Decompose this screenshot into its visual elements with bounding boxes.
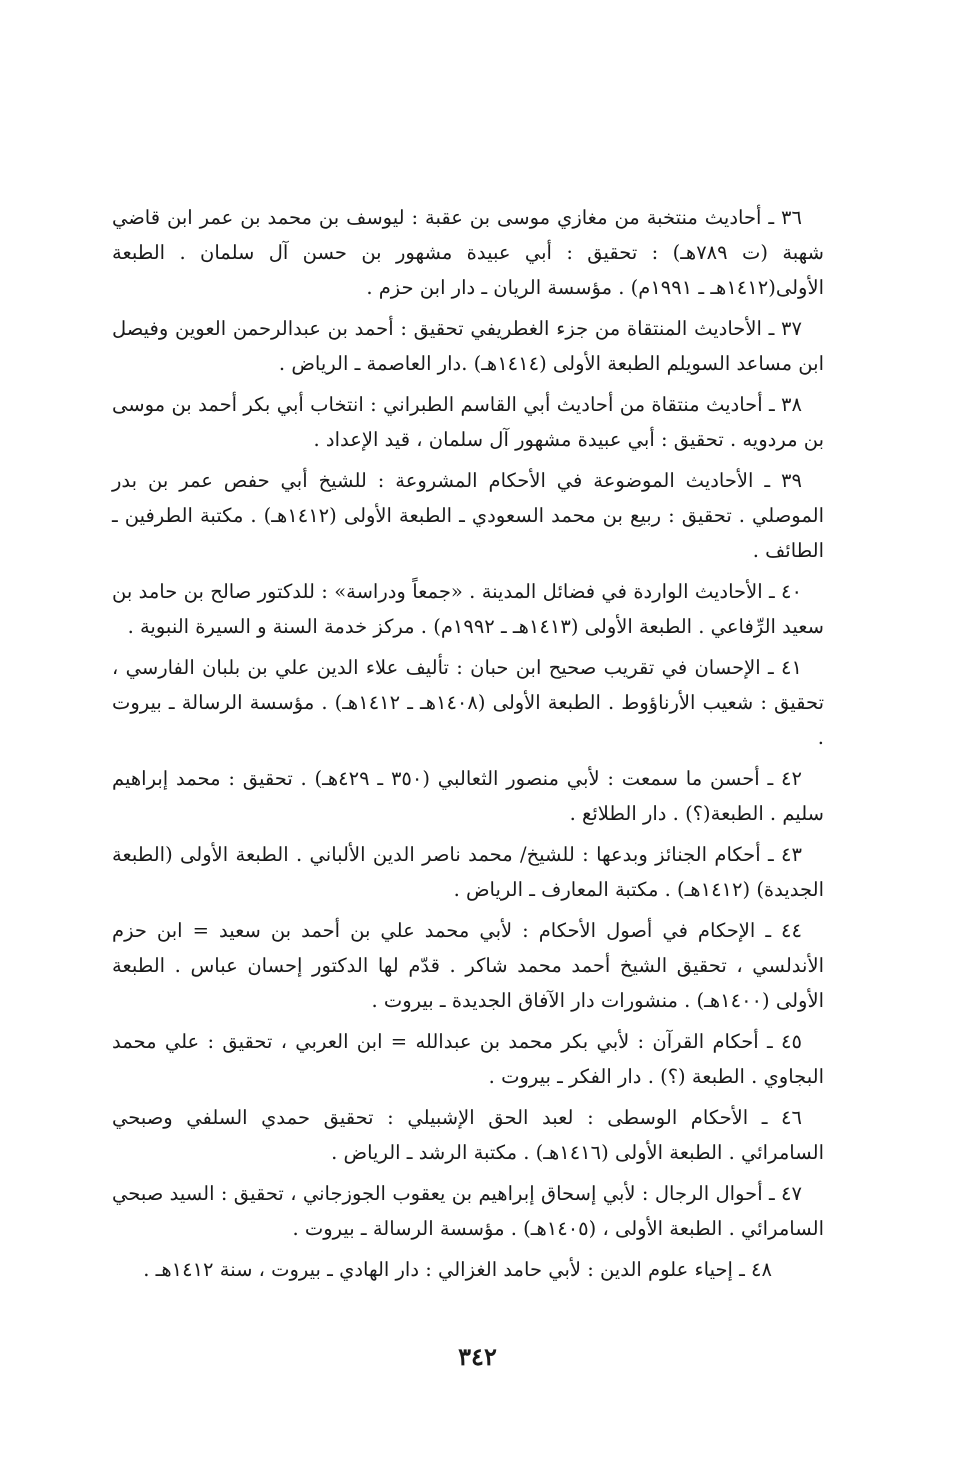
entry-text: ٣٧ ـ الأحاديث المنتقاة من جزء الغطريفي تحقيق : أحمد بن عبدالرحمن العوين وفيصل ابن مساعد السويلم الطبعة الأولى (١٤١٤هـ) .دار العاصمة ـ الرياض . — [112, 317, 824, 375]
entry-text: ٤٥ ـ أحكام القرآن : لأبي بكر محمد بن عبدالله = ابن العربي ، تحقيق : علي محمد البجاوي . الطبعة (؟) . دار الفكر ـ بيروت . — [112, 1030, 824, 1088]
bibliography-entry-41 — [112, 650, 824, 755]
entry-text: ٣٦ ـ أحاديث منتخبة من مغازي موسى بن عقبة : ليوسف بن محمد بن عمر ابن قاضي شهبة (ت ٧٨٩هـ) : تحقيق : أبي عبيدة مشهور بن حسن آل سلمان . الطبعة الأولى(١٤١٢هـ ـ ١٩٩١م) . مؤسسة الريان ـ دار ابن حزم . — [112, 206, 824, 299]
bibliography-entry-40 — [112, 574, 824, 644]
bibliography-entry-39 — [112, 463, 824, 568]
entry-text: ٤٤ ـ الإحكام في أصول الأحكام : لأبي محمد علي بن أحمد بن سعيد = ابن حزم الأندلسي ، تحقيق الشيخ أحمد محمد شاكر . قدّم لها الدكتور إحسان عباس . الطبعة الأولى (١٤٠٠هـ) . منشورات دار الآفاق الجديدة ـ بيروت . — [112, 919, 824, 1012]
bibliography-list — [112, 200, 824, 1293]
bibliography-entry-38 — [112, 387, 824, 457]
entry-text: ٤٨ ـ إحياء علوم الدين : لأبي حامد الغزالي : دار الهادي ـ بيروت ، سنة ١٤١٢هـ . — [143, 1258, 772, 1281]
bibliography-entry-45 — [112, 1024, 824, 1094]
bibliography-entry-46 — [112, 1100, 824, 1170]
bibliography-entry-43 — [112, 837, 824, 907]
entry-text: ٤٧ ـ أحوال الرجال : لأبي إسحاق إبراهيم بن يعقوب الجوزجاني ، تحقيق : السيد صبحي السامرائي . الطبعة الأولى ، (١٤٠٥هـ) . مؤسسة الرسالة ـ بيروت . — [112, 1182, 824, 1240]
entry-text: ٣٨ ـ أحاديث منتقاة من أحاديث أبي القاسم الطبراني : انتخاب أبي بكر أحمد بن موسى بن مردويه . تحقيق : أبي عبيدة مشهور آل سلمان ، قيد الإعداد . — [112, 393, 824, 451]
entry-text: ٤٣ ـ أحكام الجنائز وبدعها : للشيخ/ محمد ناصر الدين الألباني . الطبعة الأولى (الطبعة الجديدة) (١٤١٢هـ) . مكتبة المعارف ـ الرياض . — [112, 843, 824, 901]
entry-text: ٤١ ـ الإحسان في تقريب صحيح ابن حبان : تأليف علاء الدين علي بن بلبان الفارسي ، تحقيق : شعيب الأرناؤوط . الطبعة الأولى (١٤٠٨هـ ـ ١٤١٢هـ) . مؤسسة الرسالة ـ بيروت . — [112, 656, 825, 749]
bibliography-entry-37 — [112, 311, 824, 381]
bibliography-entry-36 — [112, 200, 824, 305]
entry-text: ٤٠ ـ الأحاديث الواردة في فضائل المدينة . «جمعاً ودراسة» : للدكتور صالح بن حامد بن سعيد الرِّفاعي . الطبعة الأولى (١٤١٣هـ ـ ١٩٩٢م) . مركز خدمة السنة و السيرة النبوية . — [112, 580, 824, 638]
bibliography-entry-47 — [112, 1176, 824, 1246]
bibliography-entry-48 — [112, 1252, 824, 1287]
page-number: ٣٤٢ — [458, 1342, 497, 1371]
entry-text: ٣٩ ـ الأحاديث الموضوعة في الأحكام المشروعة : للشيخ أبي حفص عمر بن بدر الموصلي . تحقيق : ربيع بن محمد السعودي ـ الطبعة الأولى (١٤١٢هـ) . مكتبة الطرفين ـ الطائف . — [112, 469, 824, 562]
bibliography-entry-42 — [112, 761, 824, 831]
entry-text: ٤٦ ـ الأحكام الوسطى : لعبد الحق الإشبيلي : تحقيق حمدي السلفي وصبحي السامرائي . الطبعة الأولى (١٤١٦هـ) . مكتبة الرشد ـ الرياض . — [112, 1106, 824, 1164]
bibliography-entry-44 — [112, 913, 824, 1018]
entry-text: ٤٢ ـ أحسن ما سمعت : لأبي منصور الثعالبي (٣٥٠ ـ ٤٢٩هـ) . تحقيق : محمد إبراهيم سليم . الطبعة(؟) . دار الطلائع . — [112, 767, 824, 825]
